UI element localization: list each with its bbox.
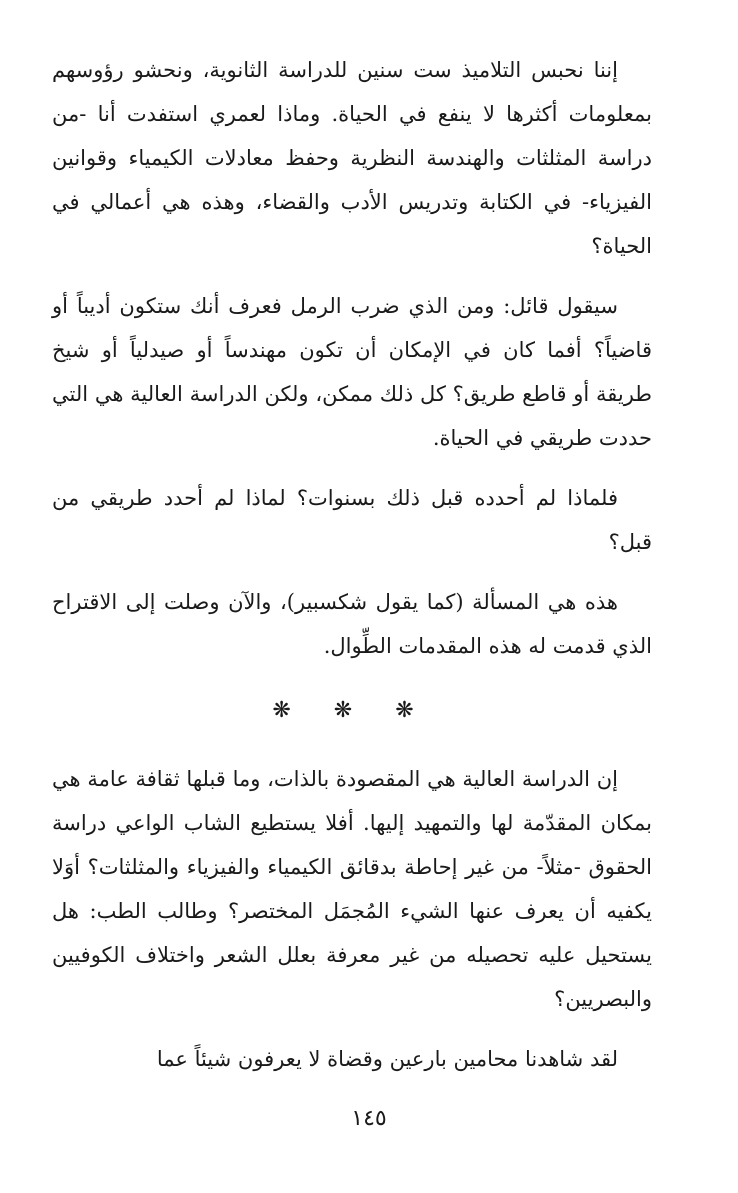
page-body xyxy=(52,48,652,1097)
page-number: ١٤٥ xyxy=(351,1106,387,1131)
paragraph-4: هذه هي المسألة (كما يقول شكسبير)، والآن وصلت إلى الاقتراح الذي قدمت له هذه المقدمات الطِّوال. xyxy=(52,590,652,658)
paragraph-5: إن الدراسة العالية هي المقصودة بالذات، وما قبلها ثقافة عامة هي بمكان المقدّمة لها والتمهيد إليها. أفلا يستطيع الشاب الواعي دراسة الحقوق -مثلاً- من غير إحاطة بدقائق الكيمياء والفيزياء والمثلثات؟ أوَلا يكفيه أن يعرف عنها الشيء المُجمَل المختصر؟ وطالب الطب: هل يستحيل عليه تحصيله من غير معرفة بعلل الشعر واختلاف الكوفيين والبصريين؟ xyxy=(52,767,652,1011)
paragraph-3: فلماذا لم أحدده قبل ذلك بسنوات؟ لماذا لم أحدد طريقي من قبل؟ xyxy=(52,486,652,554)
paragraph-6: لقد شاهدنا محامين بارعين وقضاة لا يعرفون شيئاً عما xyxy=(156,1047,618,1071)
paragraph-2: سيقول قائل: ومن الذي ضرب الرمل فعرف أنك ستكون أديباً أو قاضياً؟ أفما كان في الإمكان أن تكون مهندساً أو صيدلياً أو شيخ طريقة أو قاطع طريق؟ كل ذلك ممكن، ولكن الدراسة العالية هي التي حددت طريقي في الحياة. xyxy=(52,294,652,450)
paragraph-1: إننا نحبس التلاميذ ست سنين للدراسة الثانوية، ونحشو رؤوسهم بمعلومات أكثرها لا ينفع في الحياة. وماذا لعمري استفدت أنا -من دراسة المثلثات والهندسة النظرية وحفظ معادلات الكيمياء وقوانين الفيزياء- في الكتابة وتدريس الأدب والقضاء، وهذه هي أعمالي في الحياة؟ xyxy=(52,58,652,258)
section-separator: ❋ ❋ ❋ xyxy=(272,698,432,723)
